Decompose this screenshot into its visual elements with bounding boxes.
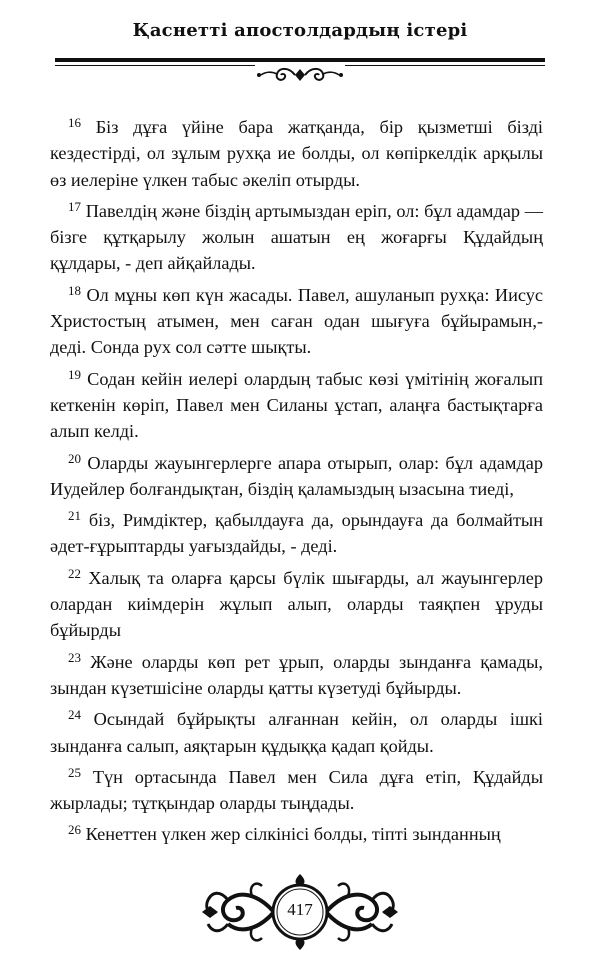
verse-25 bbox=[50, 764, 543, 817]
running-title: Қаснетті апостолдардың істері bbox=[132, 20, 468, 41]
verse-16 bbox=[50, 114, 543, 193]
verse-number: 16 bbox=[68, 115, 81, 130]
verse-text: Және оларды көп рет ұрып, оларды зынданға қамады, зындан күзетшісіне оларды қатты күзетуді бұйырды. bbox=[50, 651, 543, 698]
verse-text: Оларды жауынгерлерге апара отырып, олар: бұл адамдар Иудейлер болғандықтан, біздің қаламыздың ызасына тиеді, bbox=[50, 452, 543, 499]
verse-text: Халық та оларға қарсы бүлік шығарды, ал жауынгерлер олардан киімдерін жұлып алып, оларды таяқпен ұруды бұйырды bbox=[50, 567, 543, 641]
verse-number: 20 bbox=[68, 450, 81, 466]
verse-20 bbox=[50, 450, 543, 503]
verse-19 bbox=[50, 366, 543, 445]
verse-text: Біз дұға үйіне бара жатқанда, бір қызметші бізді кездестірді, ол зұлым рухқа ие болды, ол көпіркелдік арқылы өз иелеріне үлкен табыс әкеліп отырды. bbox=[50, 117, 543, 190]
verse-text: Павелдің және біздің артымыздан еріп, ол: бұл адамдар — бізге құтқарылу жолын ашатын ең жоғарғы Құдайдың құлдары, - деп айқайлады. bbox=[50, 200, 543, 274]
verse-list bbox=[50, 114, 543, 848]
verse-number: 26 bbox=[68, 822, 81, 838]
verse-text: Кенеттен үлкен жер сілкінісі болды, тіпті зынданның bbox=[85, 824, 501, 845]
verse-number: 19 bbox=[68, 366, 81, 382]
verse-23 bbox=[50, 649, 543, 702]
verse-text: Содан кейін иелері олардың табыс көзі үмітінің жоғалып кеткенін көріп, Павел мен Силаны ұстап, алаңға бастықтарға алып келді. bbox=[50, 368, 543, 442]
verse-18 bbox=[50, 282, 543, 361]
page-number: 417 bbox=[287, 900, 313, 919]
verse-number: 25 bbox=[68, 764, 81, 780]
verse-number: 18 bbox=[68, 282, 81, 298]
verse-21 bbox=[50, 507, 543, 560]
verse-text: Түн ортасында Павел мен Сила дұға етіп, Құдайды жырлады; тұтқындар оларды тыңдады. bbox=[50, 766, 543, 814]
verse-text: Осындай бұйрықты алғаннан кейін, ол оларды ішкі зынданға салып, аяқтарын құдыққа қадап қойды. bbox=[50, 709, 544, 756]
verse-text: біз, Римдіктер, қабылдауға да, орындауға да болмайтын әдет-ғұрыптарды уағыздайды, - деді. bbox=[50, 510, 543, 557]
verse-number: 24 bbox=[68, 707, 81, 723]
verse-number: 21 bbox=[68, 508, 81, 524]
verse-24 bbox=[50, 706, 543, 759]
verse-26 bbox=[50, 821, 543, 847]
verse-number: 23 bbox=[68, 649, 81, 665]
verse-17 bbox=[50, 198, 543, 277]
verse-number: 17 bbox=[68, 198, 81, 214]
verse-22 bbox=[50, 565, 543, 644]
header-ornament-icon bbox=[255, 65, 345, 87]
verse-text: Ол мұны көп күн жасады. Павел, ашуланып рухқа: Иисус Христостың атымен, мен саған одан шығуға бұйырамын,- деді. Сонда рух сол сәтте шықты. bbox=[50, 284, 543, 358]
verse-number: 22 bbox=[68, 565, 81, 581]
header-rule-thick bbox=[55, 58, 545, 62]
